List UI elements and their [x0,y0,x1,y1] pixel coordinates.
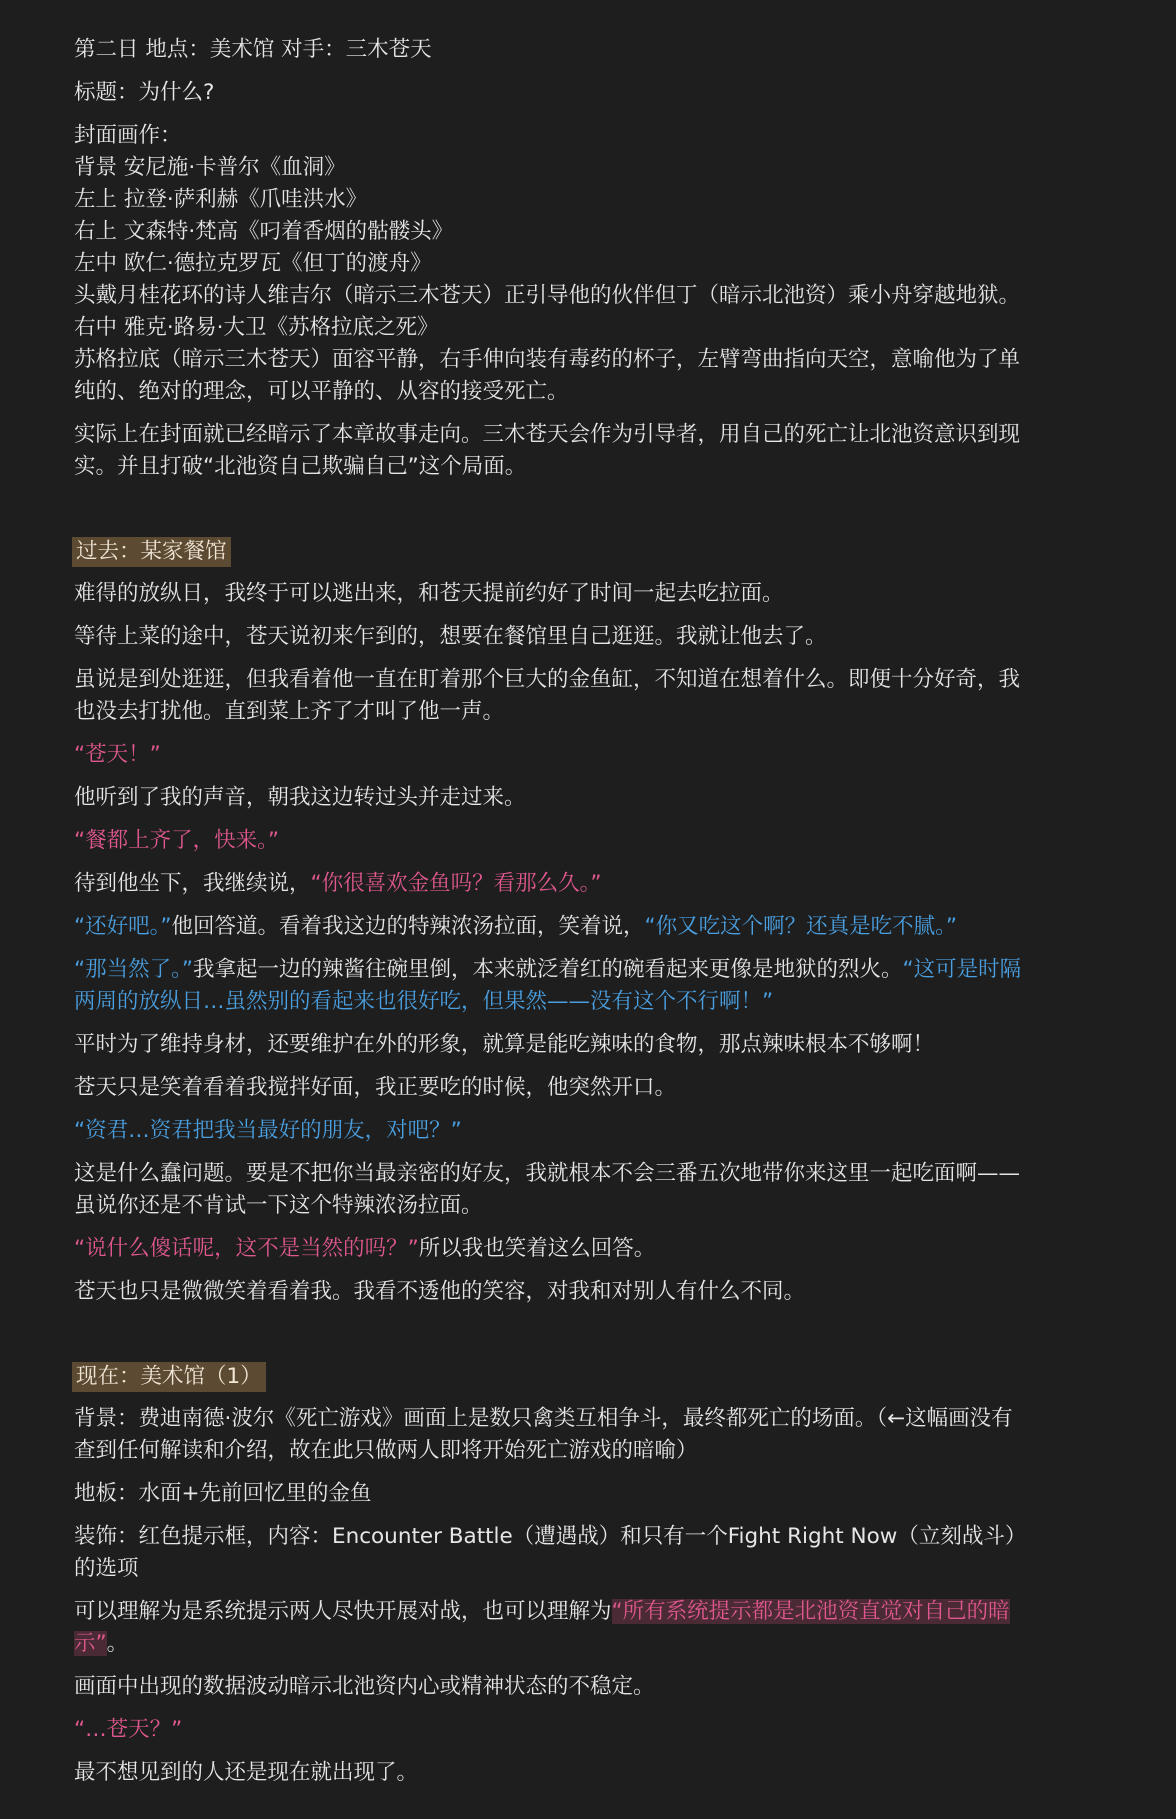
paragraph: 背景：费迪南德·波尔《死亡游戏》画面上是数只禽类互相争斗，最终都死亡的场面。（←这幅画没有查到任何解读和介绍，故在此只做两人即将开始死亡游戏的暗喻） [74,1406,1013,1463]
present-heading: 现在：美术馆（1） [72,1362,266,1392]
paragraph: 苍天也只是微微笑着看着我。我看不透他的笑容，对我和对别人有什么不同。 [74,1279,806,1304]
narration: 。 [106,1631,129,1656]
chapter-title: 标题：为什么? [74,80,215,105]
narration: 他回答道。看着我这边的特辣浓汤拉面，笑着说， [171,914,645,939]
past-heading: 过去：某家餐馆 [72,537,231,567]
paragraph [74,911,1034,943]
cover-item: 苏格拉底（暗示三木苍天）面容平静，右手伸向装有毒药的杯子，左臂弯曲指向天空，意喻他为了单纯的、绝对的理念，可以平静的、从容的接受死亡。 [74,347,1021,404]
paragraph: 最不想见到的人还是现在就出现了。 [74,1760,419,1785]
dialogue: “你很喜欢金鱼吗？看那么久。” [310,871,602,896]
dialogue-line: “资君…资君把我当最好的朋友，对吧？” [74,1118,462,1143]
narration: 可以理解为是系统提示两人尽快开展对战，也可以理解为 [74,1599,612,1624]
cover-item: 右上 文森特·梵高《叼着香烟的骷髅头》 [74,219,454,244]
dialogue: “说什么傻话呢，这不是当然的吗？” [74,1236,419,1261]
document-body [74,34,1034,1800]
paragraph: 苍天只是笑着看着我搅拌好面，我正要吃的时候，他突然开口。 [74,1075,677,1100]
paragraph: 他听到了我的声音，朝我这边转过头并走过来。 [74,785,526,810]
summary-paragraph: 实际上在封面就已经暗示了本章故事走向。三木苍天会作为引导者，用自己的死亡让北池资意识到现实。并且打破“北池资自己欺骗自己”这个局面。 [74,422,1021,479]
dialogue-line: “餐都上齐了，快来。” [74,828,280,853]
dialogue: “那当然了。” [74,957,194,982]
highlighted-quote: “所有系统提示都是北池资直觉对自己的暗示” [74,1599,1010,1656]
chapter-info: 第二日 地点：美术馆 对手：三木苍天 [74,37,432,62]
paragraph: 难得的放纵日，我终于可以逃出来，和苍天提前约好了时间一起去吃拉面。 [74,581,784,606]
cover-artworks [74,120,1034,408]
dialogue: “这可是时隔两周的放纵日…虽然别的看起来也很好吃，但果然——没有这个不行啊！” [74,957,1022,1014]
past-section [74,536,1034,1308]
dialogue: “还好吧。” [74,914,172,939]
paragraph [74,954,1034,1018]
cover-item: 头戴月桂花环的诗人维吉尔（暗示三木苍天）正引导他的伙伴但丁（暗示北池资）乘小舟穿越地狱。 [74,283,1021,308]
dialogue-line: “苍天！” [74,742,161,767]
dialogue-line: “…苍天？” [74,1717,183,1742]
dialogue: “你又吃这个啊？还真是吃不腻。” [644,914,958,939]
paragraph: 这是什么蠢问题。要是不把你当最亲密的好友，我就根本不会三番五次地带你来这里一起吃面啊——虽说你还是不肯试一下这个特辣浓汤拉面。 [74,1161,1021,1218]
narration: 我拿起一边的辣酱往碗里倒，本来就泛着红的碗看起来更像是地狱的烈火。 [193,957,903,982]
paragraph: 装饰：红色提示框，内容：Encounter Battle（遭遇战）和只有一个Fight Right Now（立刻战斗）的选项 [74,1524,1027,1581]
cover-item: 背景 安尼施·卡普尔《血洞》 [74,155,346,180]
paragraph [74,1596,1034,1660]
paragraph [74,1233,1034,1265]
paragraph: 地板：水面+先前回忆里的金鱼 [74,1481,372,1506]
narration: 待到他坐下，我继续说， [74,871,311,896]
paragraph: 等待上菜的途中，苍天说初来乍到的，想要在餐馆里自己逛逛。我就让他去了。 [74,624,827,649]
cover-item: 右中 雅克·路易·大卫《苏格拉底之死》 [74,315,439,340]
cover-item: 左上 拉登·萨利赫《爪哇洪水》 [74,187,368,212]
cover-item: 左中 欧仁·德拉克罗瓦《但丁的渡舟》 [74,251,432,276]
paragraph: 虽说是到处逛逛，但我看着他一直在盯着那个巨大的金鱼缸，不知道在想着什么。即便十分好奇，我也没去打扰他。直到菜上齐了才叫了他一声。 [74,667,1021,724]
present-section [74,1361,1034,1789]
paragraph: 平时为了维持身材，还要维护在外的形象，就算是能吃辣味的食物，那点辣味根本不够啊！ [74,1032,935,1057]
narration: 所以我也笑着这么回答。 [418,1236,656,1261]
paragraph [74,868,1034,900]
cover-title: 封面画作： [74,123,182,148]
paragraph: 画面中出现的数据波动暗示北池资内心或精神状态的不稳定。 [74,1674,655,1699]
